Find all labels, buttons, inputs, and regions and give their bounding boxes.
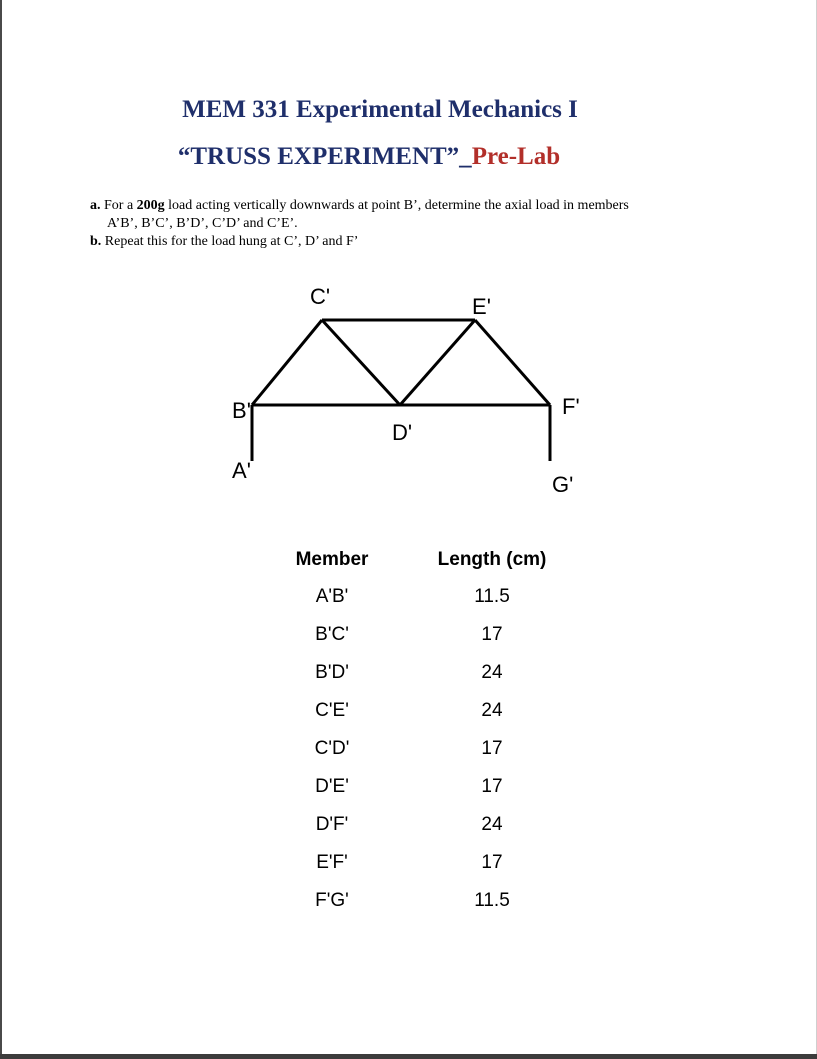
member-d-e (400, 320, 475, 405)
length-cell: 17 (481, 738, 503, 759)
question-a-members: A’B’, B’C’, B’D’, C’D’ and C’E’. (107, 216, 298, 231)
table-row (262, 654, 582, 692)
length-cell: 17 (481, 624, 503, 645)
member-cell: D'E' (315, 776, 349, 797)
length-cell: 17 (481, 776, 503, 797)
length-cell: 11.5 (474, 586, 510, 607)
length-cell: 24 (481, 814, 503, 835)
member-length-table (262, 542, 582, 920)
length-cell: 24 (481, 662, 503, 683)
member-cell: E'F' (316, 852, 348, 873)
questions-block (90, 197, 740, 251)
label-e: Eʹ (472, 294, 491, 319)
member-e-f (475, 320, 550, 405)
document-subtitle (0, 143, 738, 171)
subtitle-pre-lab: Pre-Lab (471, 143, 561, 170)
member-c-d (322, 320, 400, 405)
table-row (262, 730, 582, 768)
label-d: Dʹ (392, 420, 413, 445)
header-length: Length (cm) (437, 549, 547, 570)
member-cell: F'G' (315, 890, 349, 911)
table-row (262, 692, 582, 730)
question-a-label: a. (90, 198, 101, 213)
table-row (262, 882, 582, 920)
member-cell: B'C' (315, 624, 349, 645)
member-cell: A'B' (315, 586, 349, 607)
label-c: Cʹ (310, 284, 331, 309)
truss-diagram (220, 278, 600, 500)
load-value: 200g (136, 198, 165, 213)
member-cell: C'D' (314, 738, 350, 759)
document-title: MEM 331 Experimental Mechanics I (182, 96, 578, 123)
table-row (262, 806, 582, 844)
table-row (262, 844, 582, 882)
subtitle-main: “TRUSS EXPERIMENT”_ (177, 143, 472, 170)
question-a: a. For a 200g load acting vertically downwards at point B’, determine the axial load in members (90, 198, 629, 213)
question-b-label: b. (90, 234, 102, 249)
label-g: Gʹ (552, 472, 574, 497)
table-header (262, 542, 582, 578)
question-b: b. Repeat this for the load hung at C’, D’ and F’ (90, 234, 359, 249)
table-row (262, 768, 582, 806)
label-f: Fʹ (562, 394, 580, 419)
length-cell: 24 (481, 700, 503, 721)
label-b: Bʹ (232, 398, 251, 423)
node-labels (232, 284, 580, 497)
length-cell: 17 (481, 852, 503, 873)
member-cell: C'E' (315, 700, 349, 721)
page-border-bottom (0, 1054, 817, 1059)
member-cell: D'F' (315, 814, 349, 835)
member-cell: B'D' (315, 662, 349, 683)
member-b-c (252, 320, 322, 405)
label-a: Aʹ (232, 458, 251, 483)
header-member: Member (295, 549, 369, 570)
table-row (262, 578, 582, 616)
table-row (262, 616, 582, 654)
length-cell: 11.5 (474, 890, 510, 911)
